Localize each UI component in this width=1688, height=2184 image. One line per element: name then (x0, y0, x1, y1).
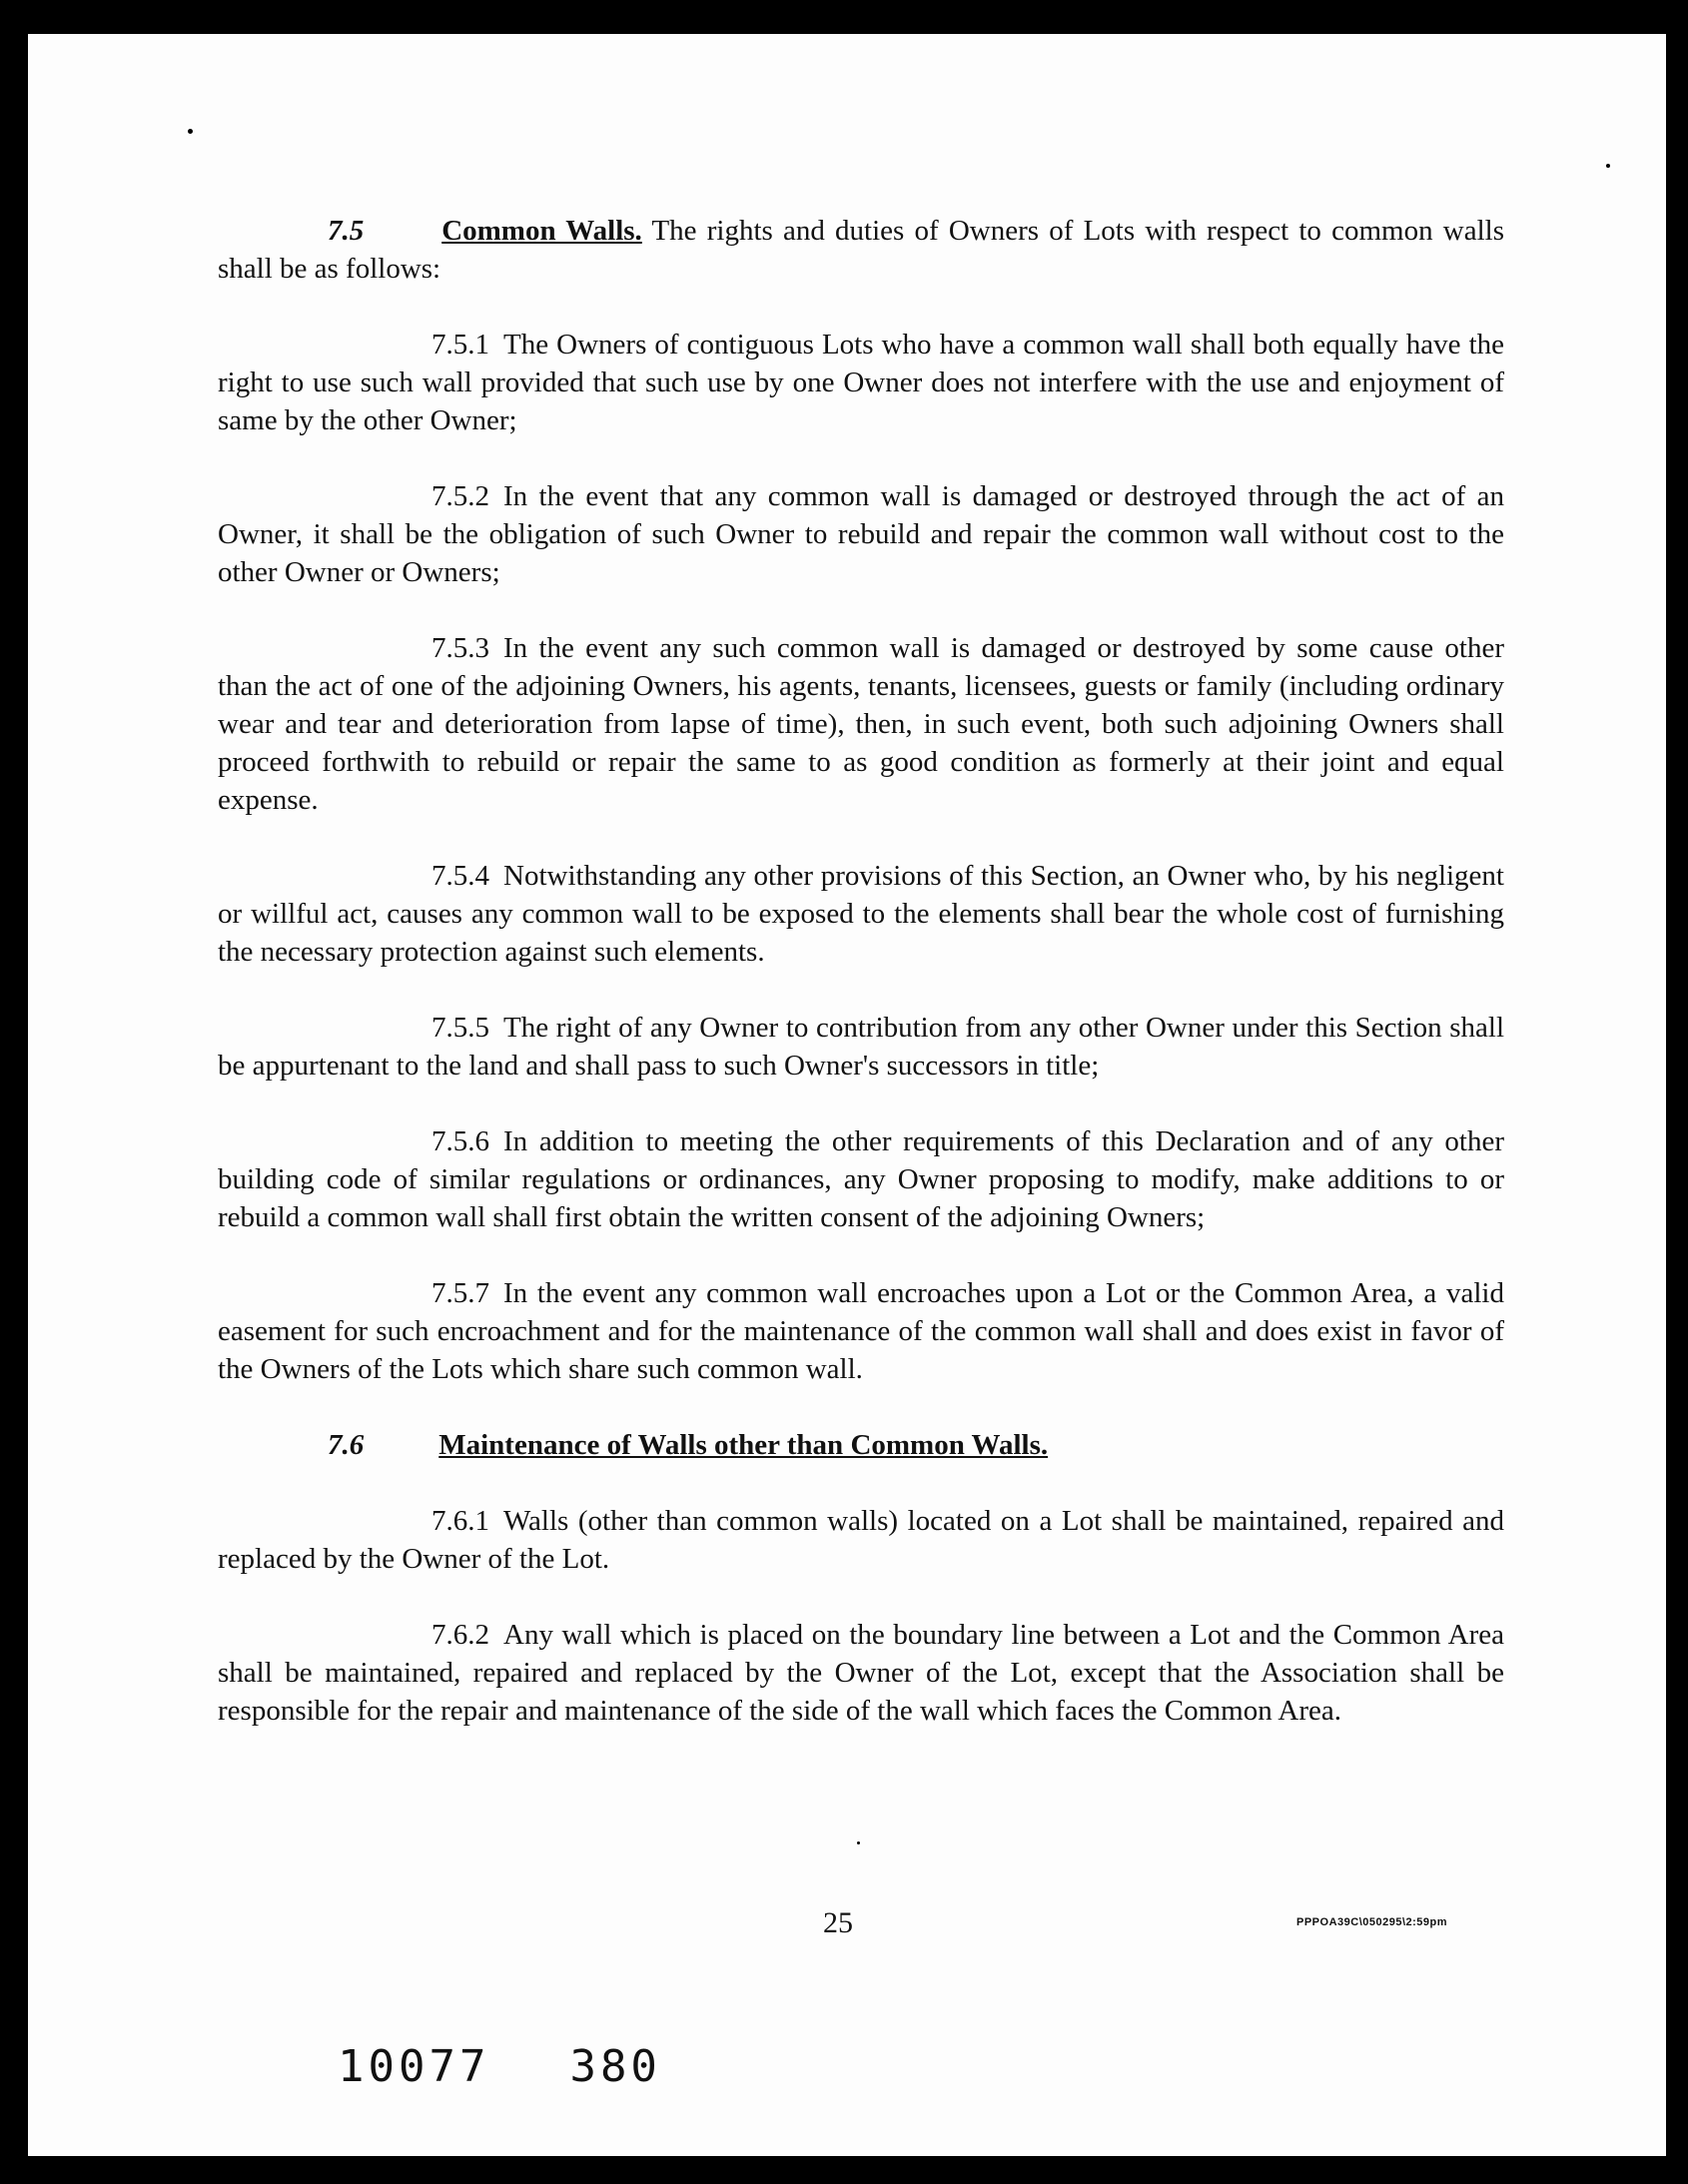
clause-text: In the event any common wall encroaches upon a Lot or the Common Area, a valid easement for such encroachment and for the maintenance of the common wall shall and does exist in favor of the Owners of the Lots which share such common wall. (218, 1277, 1504, 1385)
clause-7-5-1 (218, 326, 1504, 439)
clause-number: 7.6.1 (431, 1505, 489, 1537)
clause-7-5-6 (218, 1122, 1504, 1236)
clause-text: Notwithstanding any other provisions of this Section, an Owner who, by his negligent or willful act, causes any common wall to be exposed to the elements shall bear the whole cost of furnishing the necessary protection against such elements. (218, 860, 1504, 968)
section-7-6-heading (218, 1426, 1504, 1464)
scan-speck (857, 1841, 860, 1844)
clause-number: 7.5.2 (431, 480, 489, 512)
scan-top-border (0, 0, 1688, 34)
section-number: 7.5 (328, 215, 365, 247)
clause-text: In the event any such common wall is damaged or destroyed by some cause other than the act of one of the adjoining Owners, his agents, tenants, licensees, guests or family (including ordinary wear and tear and deterioration from lapse of time), then, in such event, both such adjoining Owners shall proceed forthwith to rebuild or repair the same to as good condition as formerly at their joint and equal expense. (218, 632, 1504, 816)
scan-speck (1606, 164, 1610, 168)
clause-number: 7.5.5 (431, 1012, 489, 1044)
clause-number: 7.5.7 (431, 1277, 489, 1309)
clause-7-5-3 (218, 629, 1504, 819)
clause-text: In addition to meeting the other requirements of this Declaration and of any other building code of similar regulations or ordinances, any Owner proposing to modify, make additions to or rebuild a common wall shall first obtain the written consent of the adjoining Owners; (218, 1125, 1504, 1233)
section-number: 7.6 (328, 1429, 365, 1461)
stamp-book-number: 10077 (338, 2041, 490, 2092)
section-title: Common Walls. (441, 215, 642, 247)
clause-number: 7.5.4 (431, 860, 489, 892)
stamp-page-number: 380 (569, 2041, 661, 2092)
clause-number: 7.5.6 (431, 1125, 489, 1157)
clause-7-6-2 (218, 1616, 1504, 1730)
scan-speck (188, 129, 193, 134)
clause-text: The right of any Owner to contribution from any other Owner under this Section shall be appurtenant to the land and shall pass to such Owner's successors in title; (218, 1012, 1504, 1082)
document-body (218, 212, 1504, 1730)
clause-7-5-5 (218, 1009, 1504, 1085)
clause-text: In the event that any common wall is damaged or destroyed through the act of an Owner, it shall be the obligation of such Owner to rebuild and repair the common wall without cost to the other Owner or Owners; (218, 480, 1504, 588)
clause-number: 7.5.1 (431, 329, 489, 361)
clause-number: 7.5.3 (431, 632, 489, 664)
clause-text: Walls (other than common walls) located on a Lot shall be maintained, repaired and replaced by the Owner of the Lot. (218, 1505, 1504, 1575)
clause-7-6-1 (218, 1502, 1504, 1578)
file-code: PPPOA39C\050295\2:59pm (1296, 1916, 1448, 1928)
clause-text: The Owners of contiguous Lots who have a common wall shall both equally have the right to use such wall provided that such use by one Owner does not interfere with the use and enjoyment of same by the other Owner; (218, 329, 1504, 436)
section-7-5-heading (218, 212, 1504, 288)
recording-stamp (338, 2041, 661, 2092)
clause-7-5-7 (218, 1274, 1504, 1388)
section-intro: The rights and duties of Owners of Lots with respect to common walls shall be as follows: (218, 215, 1504, 285)
section-title: Maintenance of Walls other than Common Walls. (438, 1429, 1049, 1461)
clause-7-5-2 (218, 477, 1504, 591)
clause-text: Any wall which is placed on the boundary line between a Lot and the Common Area shall be maintained, repaired and replaced by the Owner of the Lot, except that the Association shall be responsible for the repair and maintenance of the side of the wall which faces the Common Area. (218, 1619, 1504, 1727)
page-number: 25 (823, 1906, 853, 1939)
clause-7-5-4 (218, 857, 1504, 971)
clause-number: 7.6.2 (431, 1619, 489, 1651)
document-page (28, 34, 1666, 2156)
